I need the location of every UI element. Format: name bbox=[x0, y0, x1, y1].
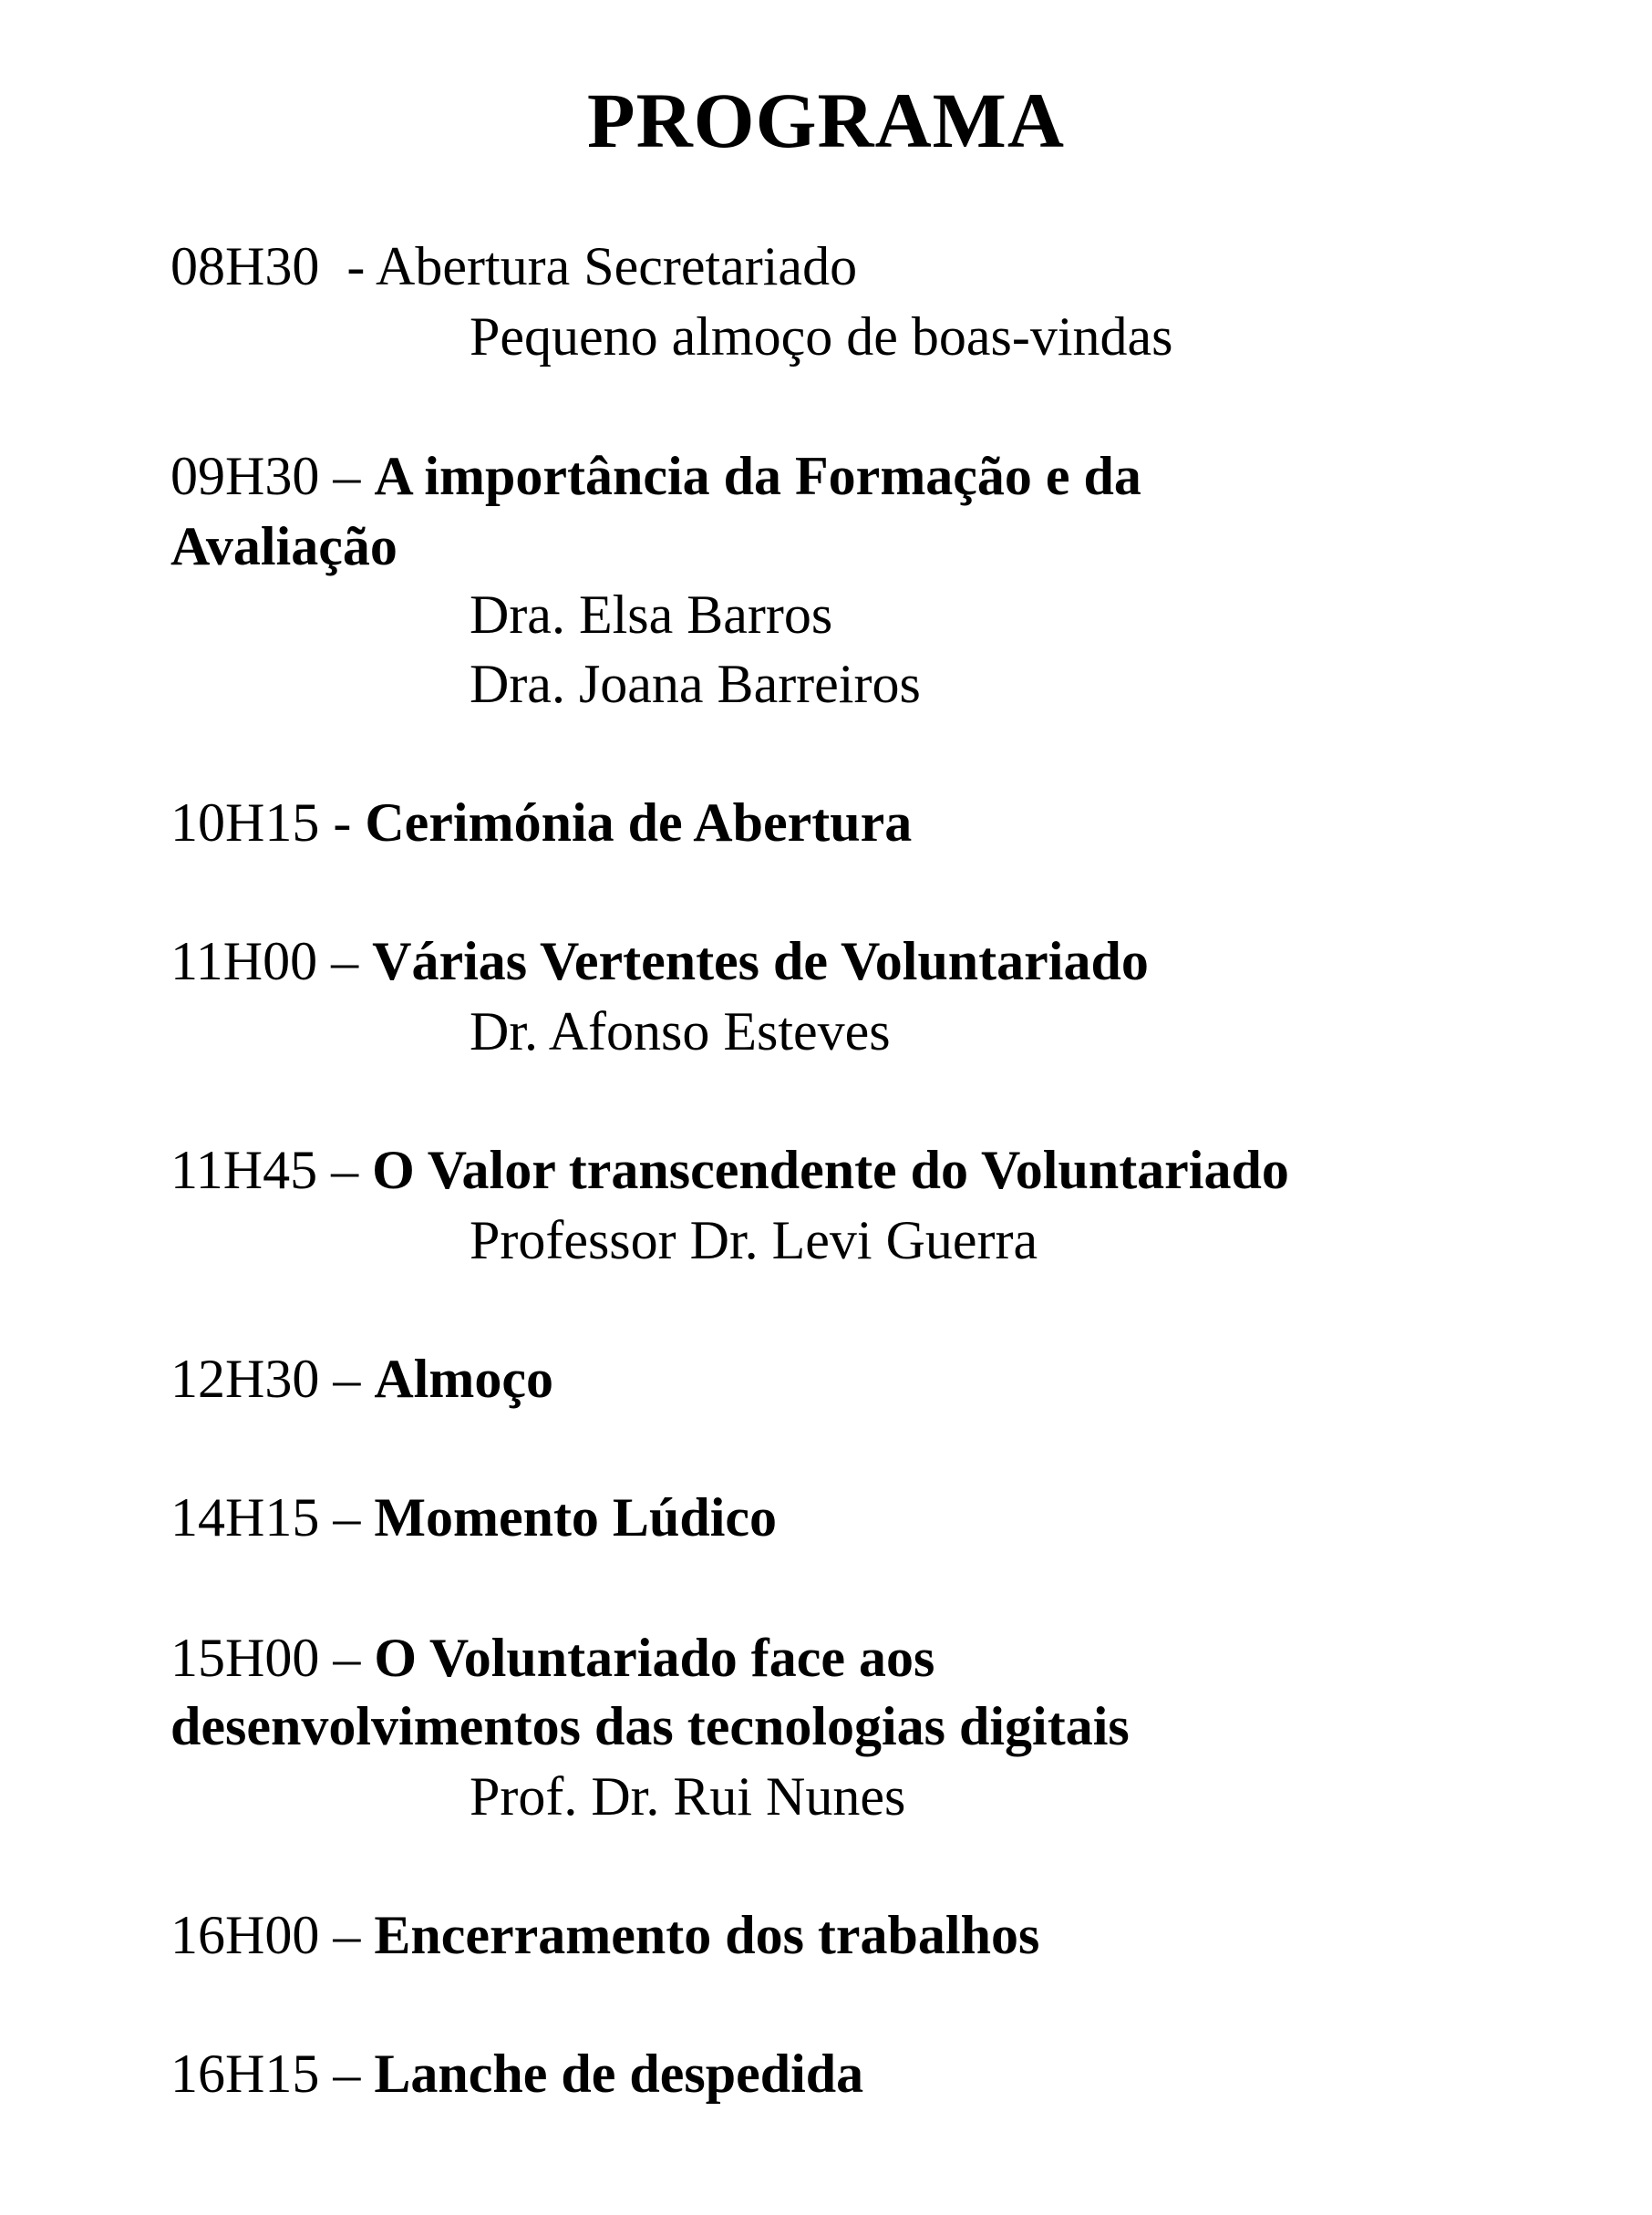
item-detail: Professor Dr. Levi Guerra bbox=[470, 1210, 1038, 1270]
item-separator: – bbox=[319, 1487, 375, 1547]
schedule-item-1615 bbox=[170, 2039, 863, 2108]
item-time: 14H15 bbox=[170, 1487, 320, 1547]
page-title: PROGRAMA bbox=[587, 77, 1065, 164]
item-title: A importância da Formação e da bbox=[374, 446, 1141, 506]
item-time: 10H15 bbox=[170, 792, 320, 853]
item-detail: Dra. Elsa Barros bbox=[470, 585, 833, 645]
item-title: Várias Vertentes de Voluntariado bbox=[372, 931, 1149, 991]
item-separator: – bbox=[319, 446, 375, 506]
item-separator: – bbox=[319, 1349, 375, 1409]
item-time: 11H45 bbox=[170, 1140, 318, 1200]
schedule-item-1500 bbox=[170, 1623, 934, 1692]
item-separator: – bbox=[319, 2044, 375, 2104]
item-separator: - bbox=[319, 792, 366, 853]
schedule-item-1015 bbox=[170, 788, 912, 857]
item-title: Cerimónia de Abertura bbox=[365, 792, 913, 853]
schedule-item-1230 bbox=[170, 1344, 553, 1413]
schedule-item-1600 bbox=[170, 1900, 1039, 1970]
item-title: Encerramento dos trabalhos bbox=[374, 1905, 1040, 1965]
item-title-continued: Avaliação bbox=[170, 516, 398, 576]
schedule-item-1145 bbox=[170, 1135, 1289, 1205]
schedule-item-0830 bbox=[170, 232, 857, 301]
item-title: Almoço bbox=[374, 1349, 553, 1409]
item-time: 12H30 bbox=[170, 1349, 320, 1409]
item-title: O Voluntariado face aos bbox=[374, 1628, 935, 1688]
item-title: Abertura Secretariado bbox=[376, 236, 858, 296]
item-title-continued: desenvolvimentos das tecnologias digitais bbox=[170, 1696, 1130, 1756]
item-time: 16H00 bbox=[170, 1905, 320, 1965]
schedule-item-1415 bbox=[170, 1483, 777, 1552]
item-detail: Dra. Joana Barreiros bbox=[470, 654, 921, 714]
item-separator: – bbox=[317, 1140, 373, 1200]
item-detail: Pequeno almoço de boas-vindas bbox=[470, 306, 1173, 367]
item-time: 16H15 bbox=[170, 2044, 320, 2104]
item-time: 09H30 bbox=[170, 446, 320, 506]
item-detail: Dr. Afonso Esteves bbox=[470, 1001, 891, 1061]
item-separator: – bbox=[319, 1628, 375, 1688]
item-separator: – bbox=[317, 931, 373, 991]
schedule-item-1100 bbox=[170, 926, 1149, 996]
item-title: O Valor transcendente do Voluntariado bbox=[372, 1140, 1289, 1200]
schedule-item-0930 bbox=[170, 441, 1141, 511]
item-detail: Prof. Dr. Rui Nunes bbox=[470, 1766, 906, 1827]
item-time: 11H00 bbox=[170, 931, 318, 991]
item-separator: - bbox=[319, 236, 377, 296]
item-time: 08H30 bbox=[170, 236, 320, 296]
item-separator: – bbox=[319, 1905, 375, 1965]
item-title: Lanche de despedida bbox=[374, 2044, 864, 2104]
item-time: 15H00 bbox=[170, 1628, 320, 1688]
item-title: Momento Lúdico bbox=[374, 1487, 777, 1547]
